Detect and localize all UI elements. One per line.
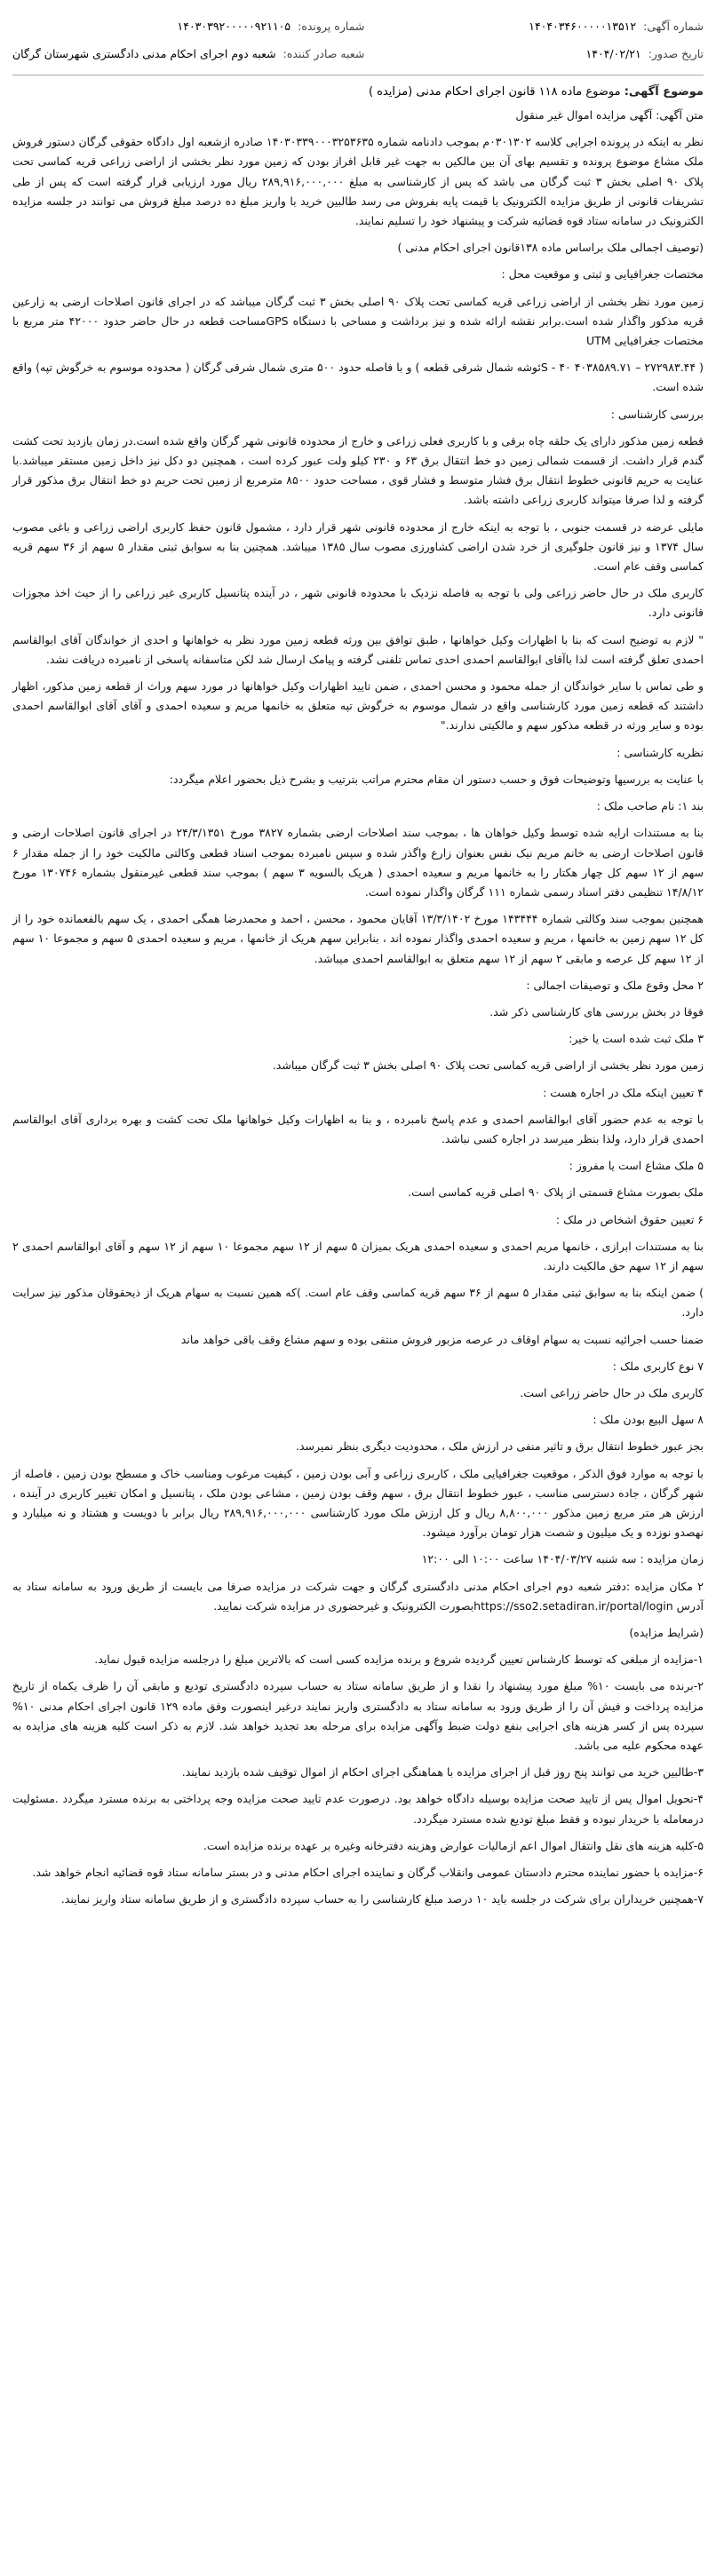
- body-paragraph: و طی تماس با سایر خواندگان از جمله محمود و محسن احمدی ، ضمن تایید اظهارات وکیل خواهانها در مورد سهم وراث از قطعه زمین مذکور، اظهار داشتند که قطعه زمین مورد کارشناسی واقع در شمال موسوم به خرگوش تپه متعلق به خانمها مریم و سعیده احمدی و آقای آقای ابوالقاسم احمدی بوده و سایر ورثه در قطعه مذکور سهم و مالکیتی ندارند.": [12, 679, 704, 733]
- body-paragraph: ۷-همچنین خریداران برای شرکت در جلسه باید ۱۰ درصد مبلغ کارشناسی را به حساب سپرده دادگستری و از طریق سامانه ستاد واریز نمایند.: [60, 1892, 704, 1906]
- body-paragraph: ۴ تعیین اینکه ملک در اجاره هست :: [543, 1085, 704, 1099]
- body-paragraph: نظر به اینکه در پرونده اجرایی کلاسه ۰۳۰۱۳۰۲م بموجب دادنامه شماره ۱۴۰۳۰۳۳۹۰۰۰۳۲۵۳۶۳۵ صادره ازشعبه اول دادگاه حقوقی گرگان دستور فروش ملک مشاع موضوع پرونده و تقسیم بهای آن بین مالکین به جهت غیر قابل افراز بودن که زمین مورد نظر بخشی از اراضی زراعی قریه کماسی تحت پلاک ۹۰ اصلی بخش ۳ ثبت گرگان می باشد که پس از کارشناسی به مبلغ ۲۸۹,۹۱۶,۰۰۰,۰۰۰ ریال مورد ارزیابی قرار گرفته است که پس از طی تشریفات قانونی از طریق مزایده الکترونیک با قیمت پایه بفروش می رسد طالبین خرید با واریز مبلغ ده درصد مبلغ فروش می توانند در جلسه مزایده الکترونیک در سامانه ستاد قوه قضائیه شرکت و پیشنهاد خود را تسلیم نمایند.: [12, 135, 704, 228]
- body-paragraph: ملک بصورت مشاع قسمتی از پلاک ۹۰ اصلی قریه کماسی است.: [408, 1185, 704, 1200]
- body-paragraph: ۴-تحویل اموال پس از تایید صحت مزایده بوسیله دادگاه خواهد بود. درصورت عدم تایید صحت مزایده وجه پرداختی به برنده مسترد میگردد .مسئولیت درمعامله با خریدار نبوده و فقط مبلغ تودیع شده مسترد میگردد.: [12, 1792, 704, 1826]
- body-paragraph: متن آگهی: آگهی مزایده اموال غیر منقول: [515, 108, 704, 122]
- ad-number-label: شماره آگهی:: [643, 20, 704, 33]
- body-paragraph: ۶ تعیین حقوق اشخاص در ملک :: [555, 1212, 704, 1226]
- ad-number-row: [529, 18, 704, 35]
- body-paragraph: ) ضمن اینکه بنا به سوابق ثبتی مقدار ۵ سهم از ۳۶ سهم قریه کماسی وقف عام است. )که همین نسبت به سهام هریک از ذیحقوقان مذکور نیز سرایت دارد.: [12, 1286, 704, 1320]
- body-paragraph: ۵ ملک مشاع است یا مفروز :: [569, 1159, 704, 1173]
- body-paragraph: ۷ نوع کاربری ملک :: [612, 1359, 704, 1373]
- body-paragraph: ( S - ۴۰ ۴۰۳۸۵۸۹.۷۱ – ۲۷۲۹۸۳.۴۴ئوشه شمال شرقی قطعه ) و با فاصله حدود ۵۰۰ متری شمال شرقی گرگان ( محدوده موسوم به خرگوش تپه) واقع شده است.: [12, 361, 704, 394]
- notice-subject: [12, 83, 704, 102]
- body-paragraph: زمین مورد نظر بخشی از اراضی زراعی قریه کماسی تحت پلاک ۹۰ اصلی بخش ۳ ثبت گرگان میباشد که در اجرای قانون اصلاحات ارضی به زارعین قریه مذکور واگذار شده است.برابر نقشه ارائه شده و نیز برداشت و مساحی با دستگاه GPSمساحت قطعه در حال حاضر حدود ۴۲۰۰۰ متر مربع با مختصات جغرافیایی UTM: [12, 294, 704, 348]
- case-number-row: [12, 18, 364, 35]
- body-paragraph: بررسی کارشناسی :: [610, 407, 704, 421]
- body-paragraph: با عنایت به بررسیها وتوضیحات فوق و حسب دستور ان مقام محترم مراتب بترتیب و بشرح ذیل بحضور اعلام میگردد:: [169, 772, 704, 786]
- notice-header: [12, 18, 704, 62]
- body-paragraph: مختصات جغرافیایی و ثبتی و موقعیت محل :: [501, 267, 704, 281]
- body-paragraph: ۲-برنده می بایست ۱۰% مبلغ مورد پیشنهاد را نقدا و از طریق سامانه ستاد به حساب سپرده دادگستری تودیع و مابقی آن را ظرف یکماه از تاریخ مزایده پرداخت و فیش آن را از طریق ورود به سامانه ستاد به دادگستری واریز نمایند درغیر اینصورت وفق ماده ۱۲۹ قانون اجرای احکام مدنی ۱۰% سپرده پس از کسر هزینه های اجرایی بنفع دولت ضبط وآگهی مزایده برای مرحله بعد تجدید خواهد شد. لازم به ذکر است کلیه هزینه های مزایده به عهده محکوم علیه می باشد.: [12, 1679, 704, 1753]
- body-paragraph: کاربری ملک در حال حاضر زراعی ولی با توجه به فاصله نزدیک با محدوده قانونی شهر ، در آینده پتانسیل کاربری غیر زراعی را از حیث اخذ مجوزات قانونی دارد.: [12, 586, 704, 620]
- body-paragraph: ۲ مکان مزایده :دفتر شعبه دوم اجرای احکام مدنی دادگستری گرگان و جهت شرکت در مزایده صرفا می بایست از طریق ورود به سامانه ستاد به آدرس https://sso2.setadiran.ir/portal/loginبصورت الکترونیک و غیرحضوری در مزایده شرکت نمایید.: [12, 1579, 704, 1613]
- issuer-value: شعبه دوم اجرای احکام مدنی دادگستری شهرستان گرگان: [12, 47, 276, 60]
- body-paragraph: فوقا در بخش بررسی های کارشناسی ذکر شد.: [489, 1004, 704, 1019]
- body-paragraph: ۵-کلیه هزینه های نقل وانتقال اموال اعم ازمالیات عوارض وهزینه دفترخانه وغیره بر عهده برنده مزایده است.: [203, 1838, 704, 1852]
- issuer-row: [12, 45, 364, 62]
- body-paragraph: (شرایط مزایده): [629, 1626, 704, 1639]
- notice-body: [12, 106, 704, 1909]
- body-paragraph: بنا به مستندات ابرازی ، خانمها مریم احمدی و سعیده احمدی هریک بمیزان ۵ سهم از ۱۲ سهم مجموعا ۱۰ سهم از ۱۲ سهم و آقای ابوالقاسم احمدی ۲ سهم از ۱۲ سهم حق مالکیت دارند.: [12, 1239, 704, 1272]
- body-paragraph: همچنین بموجب سند وکالتی شماره ۱۴۳۴۴۴ مورخ ۱۳/۳/۱۴۰۲ آقایان محمود ، محسن ، احمد و محمدرضا همگی احمدی ، یک سهم بالفعمانده خود را از کل ۱۲ سهم زمین به خانمها ، مریم و سعیده احمدی واگذار نموده اند ، بنابراین سهم هریک از خانمها ، مریم و سعیده احمدی ۵ سهم و مجموعا ۱۰ سهم از ۱۲ سهم کل عرصه و مابقی ۲ سهم از ۱۲ سهم متعلق به ابوالقاسم احمدی میباشد.: [12, 912, 704, 965]
- body-paragraph: ۲ محل وقوع ملک و توصیفات اجمالی :: [526, 978, 704, 992]
- issuer-label: شعبه صادر کننده:: [282, 47, 365, 60]
- body-paragraph: قطعه زمین مذکور دارای یک حلقه چاه برقی و با کاربری فعلی زراعی و خارج از محدوده قانونی شهر گرگان واقع شده است.در زمان بازدید تحت کشت گندم قرار داشت. از قسمت شمالی زمین دو خط انتقال برق ۶۳ و ۲۳۰ کیلو ولت عبور کرده است ، همچنین دو دکل نیز داخل زمین مستقر میباشد.با عنایت به حریم قانونی خطوط انتقال برق فشار متوسط و فشار قوی ، مساحت حدود ۸۵۰۰ مترمربع از زمین تحت حریم دو خط انتقال برق مذکور قرار گرفته و لذا صرفا میتواند کاربری زراعی داشته باشد.: [12, 433, 704, 507]
- body-paragraph: ضمنا حسب اجرائیه نسبت به سهام اوقاف در عرصه مزبور فروش منتفی بوده و سهم مشاع وقف باقی خواهد ماند: [180, 1332, 704, 1346]
- body-paragraph: زمین مورد نظر بخشی از اراضی قریه کماسی تحت پلاک ۹۰ اصلی بخش ۳ ثبت گرگان میباشد.: [272, 1058, 704, 1073]
- case-number-value: ۱۴۰۳۰۳۹۲۰۰۰۰۰۹۲۱۱۰۵: [177, 20, 291, 33]
- body-paragraph: با توجه به موارد فوق الذکر ، موقعیت جغرافیایی ملک ، کاربری زراعی و آبی بودن زمین ، کیفیت مرغوب ومناسب خاک و مسطح بودن زمین ، فاصله از شهر گرگان ، جاده دسترسی مناسب ، عبور خطوط انتقال برق ، سهم وقف بودن زمین ، مشاعی بودن ملک ، پتانسیل و امکان تغییر کاربری در آینده ، ارزش هر متر مربع زمین مذکور ۸,۸۰۰,۰۰۰ ریال و کل ارزش ملک مورد کارشناسی ۲۸۹,۹۱۶,۰۰۰,۰۰۰ ریال برابر با دویست و هشتاد و نه میلیارد و نهصدو نوزده و یک میلیون و شصت هزار تومان برآورد میشود.: [12, 1466, 704, 1540]
- body-paragraph: کاربری ملک در حال حاضر زراعی است.: [520, 1385, 704, 1399]
- header-left-column: [12, 18, 364, 62]
- body-paragraph: بجز عبور خطوط انتقال برق و تاثیر منفی در ارزش ملک ، محدودیت دیگری بنظر نمیرسد.: [295, 1439, 704, 1454]
- body-paragraph: بنا به مستندات ارایه شده توسط وکیل خواهان ها ، بموجب سند اصلاحات ارضی بشماره ۳۸۲۷ مورخ ۲۴/۳/۱۳۵۱ در اجرای قانون اصلاحات ارضی و قانون اصلاحات ارضی به خانم مریم نیک نفس بعنوان زارع واگذر شده و سپس نامبرده بموجب اسناد قطعی وکالتی مالکیت خود را از جمله مقدار ۶ سهم از ۱۲ سهم کل چهار هکتار را به خانمها مریم و سعیده احمدی ( هریک بالسویه ۳ سهم ) بموجب سند قطعی غیرمنقول بشماره ۱۳۰۷۴۶ مورخ ۱۴/۸/۱۲ تنظیمی دفتر اسناد رسمی شماره ۱۱۱ گرگان واگذار نموده است.: [12, 826, 704, 899]
- body-paragraph: مایلی عرضه در قسمت جنوبی ، با توجه به اینکه خارج از محدوده قانونی شهر قرار دارد ، مشمول قانون حفظ کاربری اراضی زراعی و باغی مصوب سال ۱۳۷۴ و نیز قانون جلوگیری از خرد شدن اراضی کشاورزی مصوب سال ۱۳۸۵ میباشد. همچنین بنا به سوابق ثبتی مقدار ۵ سهم از ۳۶ سهم قریه کماسی وقف عام است.: [12, 519, 704, 574]
- ad-number-value: ۱۴۰۴۰۳۴۶۰۰۰۰۰۱۳۵۱۲: [529, 20, 637, 33]
- header-right-column: [529, 18, 704, 62]
- subject-label: موضوع آگهی:: [624, 85, 704, 99]
- body-paragraph: ۱-مزایده از مبلغی که توسط کارشناس تعیین گردیده شروع و برنده مزایده کسی است که بالاترین مبلغ را درجلسه مزایده قبول نماید.: [94, 1653, 704, 1667]
- issue-date-value: ۱۴۰۴/۰۲/۲۱: [585, 47, 641, 60]
- body-paragraph: (توصیف اجمالی ملک براساس ماده ۱۳۸قانون اجرای احکام مدنی ): [397, 241, 704, 255]
- body-paragraph: ۸ سهل البیع بودن ملک :: [593, 1413, 704, 1427]
- issue-date-row: [529, 45, 704, 62]
- subject-text: موضوع ماده ۱۱۸ قانون اجرای احکام مدنی (مزایده ): [368, 85, 621, 99]
- body-paragraph: نظریه کارشناسی :: [617, 745, 704, 759]
- body-paragraph: بند ۱: نام صاحب ملک :: [596, 799, 704, 813]
- body-paragraph: ۳-طالبین خرید می توانند پنج روز قبل از اجرای مزایده با هماهنگی اجرای احکام از اموال توقیف شده بازدید نمایند.: [181, 1765, 704, 1779]
- body-paragraph: ۶-مزایده با حضور نماینده محترم دادستان عمومی وانقلاب گرگان و نماینده اجرای احکام مدنی و در بستر سامانه ستاد قوه قضائیه انجام خواهد شد.: [32, 1866, 704, 1880]
- body-paragraph: " لازم به توضیح است که بنا با اظهارات وکیل خواهانها ، طبق توافق بین ورثه قطعه زمین مورد نظر به خواهانها و احدی از خواندگان آقای ابوالقاسم احمدی تعلق گرفته است لذا باآقای ابوالقاسم احمدی احدی تماس تلفنی گرفته و پیامک ارسال شد لکن متاسفانه پاسخی از نامبرده دریافت نشد.: [12, 632, 704, 666]
- body-paragraph: ۳ ملک ثبت شده است یا خیر:: [569, 1032, 704, 1046]
- issue-date-label: تاریخ صدور:: [648, 47, 704, 60]
- body-paragraph: با توجه به عدم حضور آقای ابوالقاسم احمدی و عدم پاسخ نامبرده ، و بنا به اظهارات وکیل خواهانها ملک تحت کشت و بهره برداری آقای ابوالقاسم احمدی قرار دارد، ولذا بنظر میرسد در اجاره کسی نباشد.: [12, 1112, 704, 1145]
- body-paragraph: زمان مزایده : سه شنبه ۱۴۰۴/۰۳/۲۷ ساعت ۱۰:۰۰ الی ۱۲:۰۰: [421, 1552, 704, 1566]
- case-number-label: شماره پرونده:: [298, 20, 365, 33]
